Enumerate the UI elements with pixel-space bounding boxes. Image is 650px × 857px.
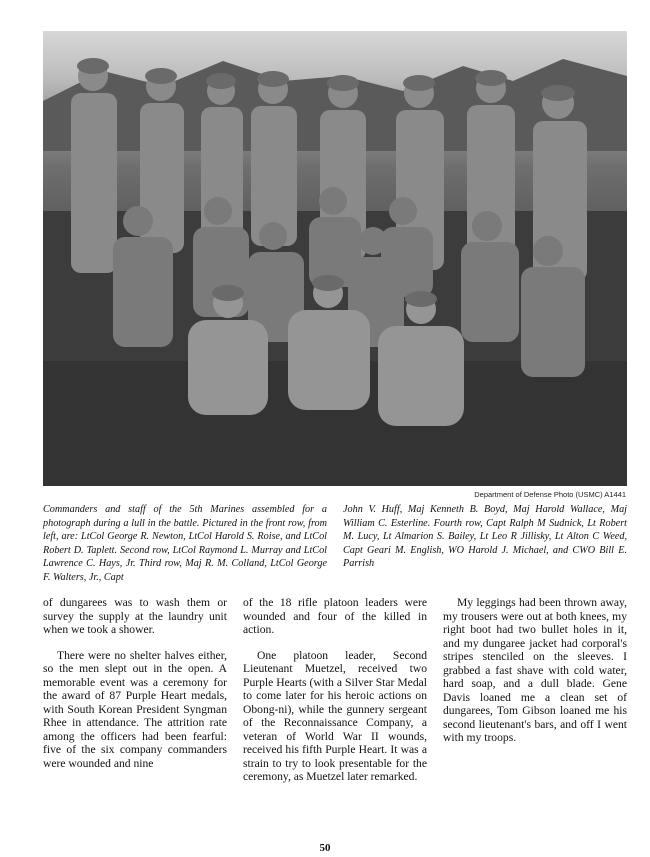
caption-right: John V. Huff, Maj Kenneth B. Boyd, Maj Harold Wallace, Maj William C. Esterline. Fourth row, Capt Ralph M Sudnick, Lt Robert M. Lucy, Lt Almarion S. Bailey, Lt Leo R Jillisky, Lt Alton C Weed, Capt Geari M. English, WO Harold J. Michael, and CWO Bill E. Parrish <box>343 504 627 570</box>
paragraph: of the 18 rifle platoon leaders were wounded and four of the killed in action. <box>243 596 427 636</box>
body-text <box>43 596 627 796</box>
paragraph: There were no shelter halves either, so the men slept out in the open. A memorable event was a ceremony for the award of 87 Purple Heart medals, with South Korean President Syngman Rhee in attendance. The attrition rate among the officers had been fearful: five of the six company commanders were wounded and nine <box>43 648 227 770</box>
paragraph: One platoon leader, Second Lieutenant Muetzel, received two Purple Hearts (with a Silver Star Medal to come later for his heroic actions on Obong-ni), while the gunnery sergeant of the Reconnaissance Company, a veteran of World War II wounds, received his fifth Purple Heart. It was a strain to try to look presentable for the ceremony, as Muetzel later remarked. <box>243 648 427 783</box>
paragraph: My leggings had been thrown away, my trousers were out at both knees, my right boot had two bullet holes in it, and my dungaree jacket had corporal's stripes stenciled on the sleeves. I grabbed a fast shave with cold water, hard soap, and a dull blade. Gene Davis loaned me a clean set of dungarees, Tom Gibson loaned me his second lieutenant's bars, and off I went with my troops. <box>443 596 627 744</box>
column-2 <box>243 596 427 796</box>
column-1 <box>43 596 227 796</box>
group-photo-icon <box>43 31 627 486</box>
page-number: 50 <box>319 842 331 854</box>
paragraph: of dungarees was to wash them or survey the supply at the laundry unit when we took a shower. <box>43 596 227 636</box>
column-3 <box>443 596 627 796</box>
group-photo <box>43 31 627 486</box>
photo-caption <box>43 503 627 585</box>
caption-left: Commanders and staff of the 5th Marines assembled for a photograph during a lull in the battle. Pictured in the front row, from left, are: LtCol George R. Newton, LtCol Harold S. Roise, and LtCol Robert D. Taplett. Second row, LtCol Raymond L. Murray and LtCol Lawrence C. Hays, Jr. Third row, Maj R. M. Colland, LtCol George F. Walters, Jr., Capt <box>43 504 327 583</box>
photo-credit: Department of Defense Photo (USMC) A1441 <box>474 490 626 499</box>
